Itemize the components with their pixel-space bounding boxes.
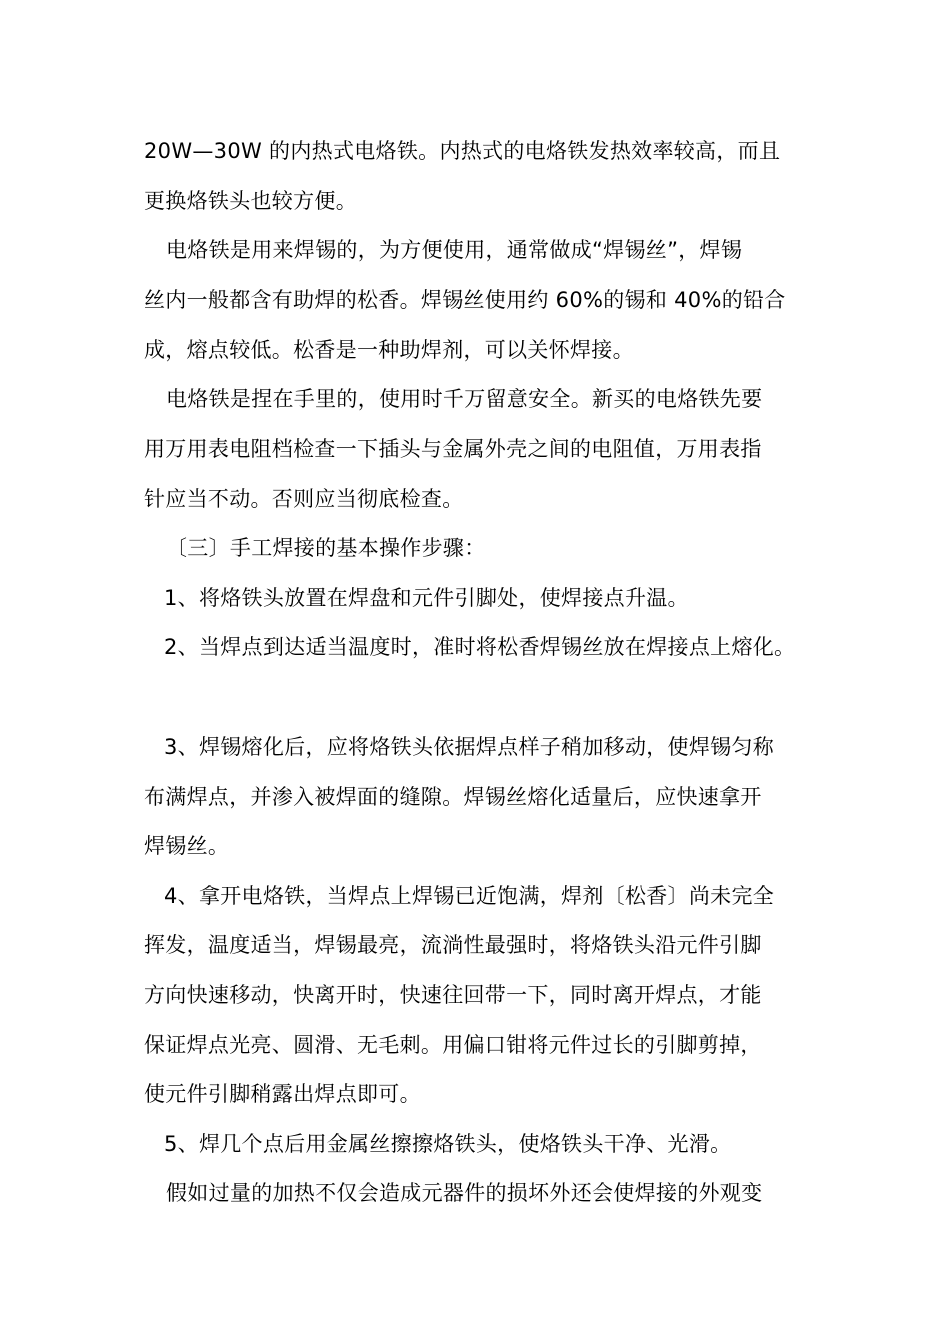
text-line-7: 用万用表电阻档检查一下插头与金属外壳之间的电阻值，万用表指	[144, 437, 762, 461]
text-line-21: 假如过量的加热不仅会造成元器件的损坏外还会使焊接的外观变	[166, 1181, 763, 1205]
text-line-18: 保证焊点光亮、圆滑、无毛刺。用偏口钳将元件过长的引脚剪掉，	[144, 1033, 762, 1057]
text-line-13: 布满焊点，并渗入被焊面的缝隙。焊锡丝熔化适量后，应快速拿开	[144, 785, 762, 809]
text-line-2: 更换烙铁头也较方便。	[144, 189, 357, 213]
text-line-20: 5、焊几个点后用金属丝擦擦烙铁头，使烙铁头干净、光滑。	[164, 1132, 732, 1156]
text-line-14: 焊锡丝。	[144, 834, 230, 858]
text-line-17: 方向快速移动，快离开时，快速往回带一下，同时离开焊点，才能	[144, 983, 762, 1007]
text-line-15: 4、拿开电烙铁，当焊点上焊锡已近饱满，焊剂〔松香〕尚未完全	[164, 884, 775, 908]
text-line-10: 1、将烙铁头放置在焊盘和元件引脚处，使焊接点升温。	[164, 586, 689, 610]
text-line-5: 成，熔点较低。松香是一种助焊剂，可以关怀焊接。	[144, 338, 634, 362]
text-line-6: 电烙铁是捏在手里的，使用时千万留意安全。新买的电烙铁先要	[166, 387, 763, 411]
text-line-3: 电烙铁是用来焊锡的，为方便使用，通常做成“焊锡丝”，焊锡	[166, 238, 743, 262]
text-line-19: 使元件引脚稍露出焊点即可。	[144, 1082, 421, 1106]
text-line-8: 针应当不动。否则应当彻底检查。	[144, 487, 464, 511]
text-line-1: 20W—30W 的内热式电烙铁。内热式的电烙铁发热效率较高，而且	[144, 139, 781, 163]
text-line-9: 〔三〕手工焊接的基本操作步骤：	[166, 536, 486, 560]
text-line-11: 2、当焊点到达适当温度时，准时将松香焊锡丝放在焊接点上熔化。	[164, 635, 796, 659]
text-line-4: 丝内一般都含有助焊的松香。焊锡丝使用约 60%的锡和 40%的铅合	[144, 288, 786, 312]
text-line-16: 挥发，温度适当，焊锡最亮，流淌性最强时，将烙铁头沿元件引脚	[144, 933, 762, 957]
text-line-12: 3、焊锡熔化后，应将烙铁头依据焊点样子稍加移动，使焊锡匀称	[164, 735, 775, 759]
